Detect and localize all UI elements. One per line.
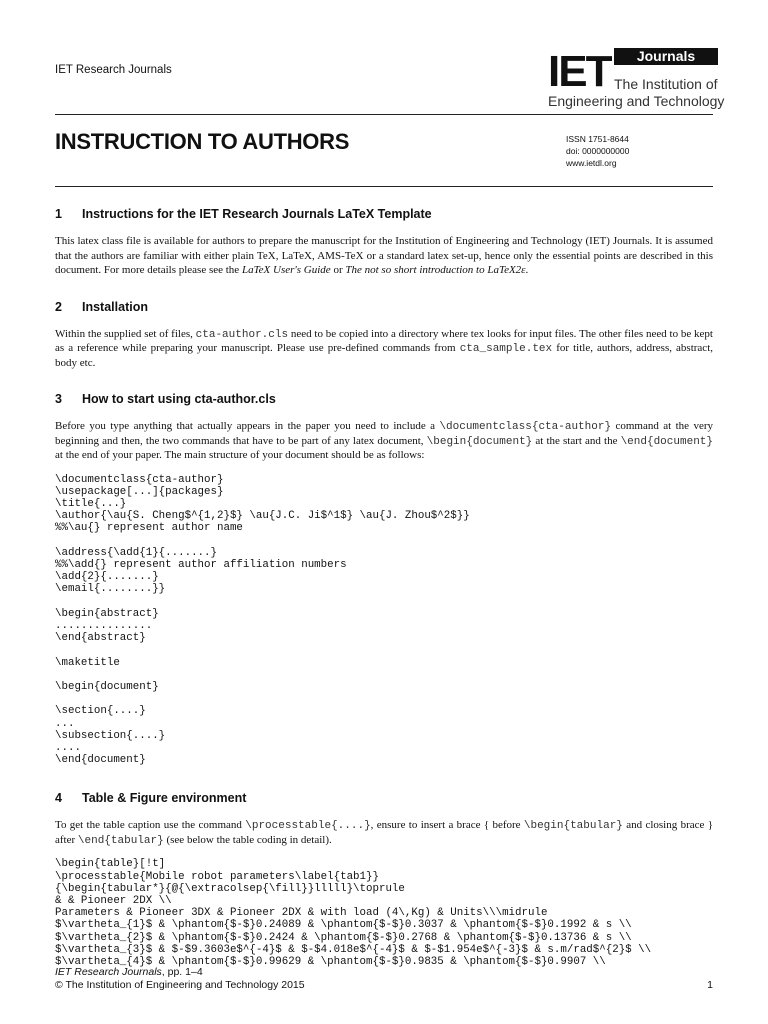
section-1 [55,206,713,278]
article-meta [566,133,629,169]
section-heading: 3 How to start using cta-author.cls [55,392,276,406]
inline-code: \begin{tabular} [523,820,623,833]
section-paragraph [55,818,713,847]
text-run: To get the table caption use the command [55,819,246,832]
code-listing: \documentclass{cta-author} \usepackage[...]{packages} \title{...} \author{\au{S. Cheng$^{1,2}$} \au{J.C. Ji$^1$} \au{J. Zhou$^2$}} %%\au{} represent author name \address{\add{1}{.......} %%\add{} represent author affiliation numbers \add{2}{.......} \email{........}} \begin{abstract} ............... \end{abstract} \maketitle \begin{document} \section{....} ... \subsection{....} .... \end{document} [55,473,470,767]
text-run: . [525,264,529,276]
logo-line-2: Engineering and Technology [548,93,725,109]
doi: doi: 0000000000 [566,146,630,156]
text-run: Within the supplied set of files, [55,327,196,340]
text-run: at the end of your paper. The main structure of your document should be as follows: [55,449,425,461]
issn: ISSN 1751-8644 [566,134,629,144]
section-heading: 2 Installation [55,299,148,314]
text-run: at the start and the [532,434,621,447]
running-header: IET Research Journals [55,64,172,76]
logo-line-1: The Institution of [614,76,718,92]
section-paragraph [55,234,713,278]
inline-code: \end{tabular} [77,834,164,847]
text-run: need to be copied into a directory where tex looks for input files. The other files need to be kept as a reference while preparing your manuscript. Please use pre-defined commands from [55,327,713,354]
page-footer [55,966,713,992]
inline-code: cta_sample.tex [459,343,553,355]
section-heading: 1 Instructions for the IET Research Journals LaTeX Template [55,207,432,221]
inline-code: \processtable{....} [245,820,371,833]
journal-url: www.ietdl.org [566,158,617,168]
emphasis: The not so short introduction to LaTeX2ε [345,264,526,276]
code-listing: \begin{table}[!t] \processtable{Mobile robot parameters\label{tab1}} {\begin{tabular*}{@{\extracolsep{\fill}}lllll}\toprule & & Pioneer 2DX \\ Parameters & Pioneer 3DX & Pioneer 2DX & with load (4\,Kg) & Units\\\midrule $\vartheta_{1}$ & \phantom{$-$}0.24089 & \phantom{$-$}0.3037 & \phantom{$-$}0.1992 & s \\ $\vartheta_{2}$ & \phantom{$-$}0.2424 & \phantom{$-$}0.2768 & \phantom{$-$}0.13736 & s \\ $\vartheta_{3}$ & $-$9.3603e$^{-4}$ & $-$4.018e$^{-4}$ & $-$1.954e$^{-3}$ & s.m/rad$^{2}$ \\ $\vartheta_{4}$ & \phantom{$-$}0.99629 & \phantom{$-$}0.9835 & \phantom{$-$}0.9907 \\ [55,858,652,968]
emphasis: LaTeX User's Guide [241,264,331,276]
text-run: or [330,264,346,276]
inline-code: \documentclass{cta-author} [439,421,612,433]
logo-badge: Journals [614,48,718,65]
logo-mark: IET [548,47,611,96]
inline-code: \begin{document} [426,435,533,448]
text-run: for title, authors, address, abstract, body etc. [55,342,713,369]
inline-code: \end{document} [620,435,713,448]
text-run: (see below the table coding in detail). [163,833,332,846]
footer-copyright: © The Institution of Engineering and Technology 2015 [55,979,305,991]
footer-citation: IET Research Journals, pp. 1–4 [55,966,203,978]
page-title: INSTRUCTION TO AUTHORS [55,129,350,154]
section-2 [55,299,713,371]
text-run: This latex class file is available for authors to prepare the manuscript for the Institution of Engineering and Technology (IET) Journals. It is assumed that the authors are familiar with either plain TeX, LaTeX, AMS-TeX or a standard latex set-up, hence only the essential points are described in this document. For more details please see the [55,235,713,276]
section-paragraph [55,419,713,463]
text-run: , ensure to insert a brace { before [370,819,524,832]
section-3 [55,391,713,766]
page-number: 1 [707,979,713,991]
iet-logo [548,47,725,110]
text-run: command at the very beginning and then, the two commands that have to be part of any latex document, [55,420,714,447]
text-run: Before you type anything that actually appears in the paper you need to include a [55,420,440,432]
section-paragraph [55,327,713,371]
section-heading: 4 Table & Figure environment [55,791,247,806]
section-4 [55,790,713,968]
text-run: and closing brace } after [55,819,713,846]
inline-code: cta-author.cls [195,328,289,341]
title-rule [55,186,713,187]
article-body [55,206,713,992]
header-rule [55,114,713,115]
